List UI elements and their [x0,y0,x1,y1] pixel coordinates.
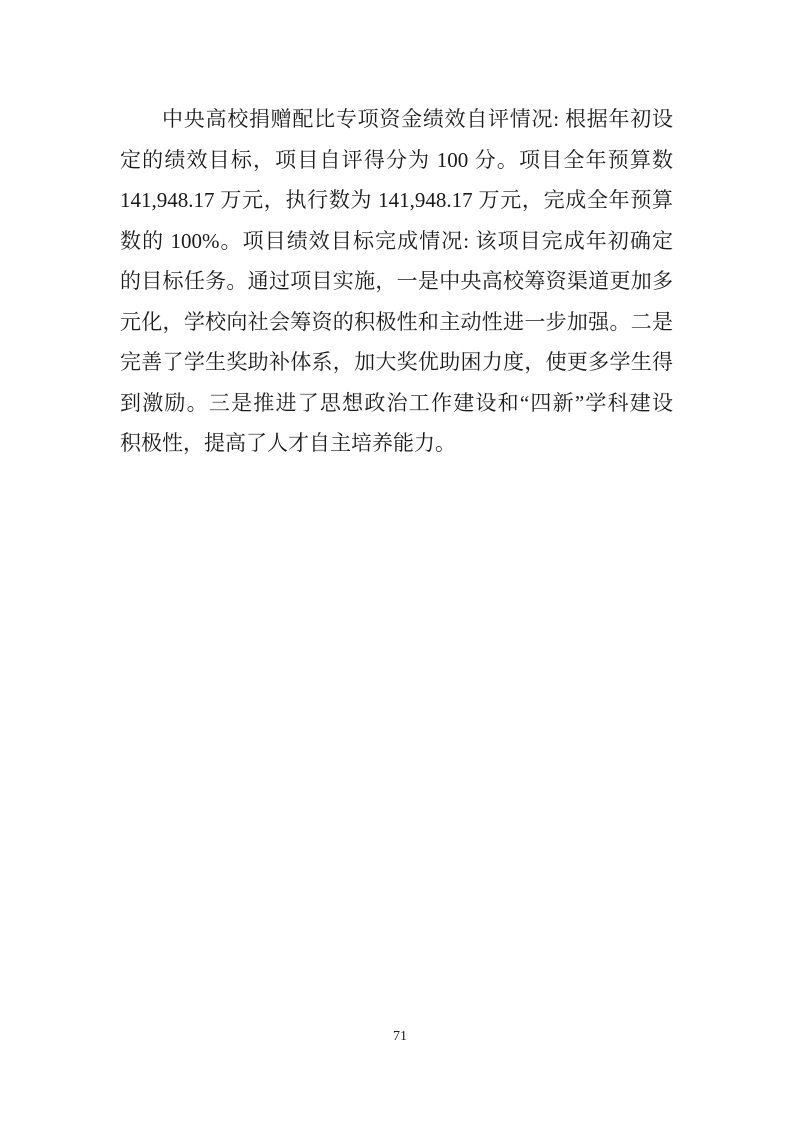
text-line: 元化，学校向社会筹资的积极性和主动性进一步加强。二是 [120,309,673,334]
text-line: 的目标任务。通过项目实施，一是中央高校筹资渠道更加多 [120,269,673,293]
text-line: 到激励。三是推进了思想政治工作建设和“四新”学科建设 [120,390,673,415]
text-line: 141,948.17 万元，执行数为 141,948.17 万元，完成全年预算 [120,188,673,212]
text-line: 中央高校捐赠配比专项资金绩效自评情况: 根据年初设 [162,107,673,131]
paragraph [120,99,673,464]
page-number: 71 [393,1029,407,1044]
text-line: 定的绩效目标，项目自评得分为 100 分。项目全年预算数 [120,147,673,172]
text-line: 完善了学生奖助补体系，加大奖优助困力度，使更多学生得 [120,350,673,374]
text-line: 数的 100%。项目绩效目标完成情况: 该项目完成年初确定 [120,228,673,253]
text-line: 积极性，提高了人才自主培养能力。 [120,431,456,455]
